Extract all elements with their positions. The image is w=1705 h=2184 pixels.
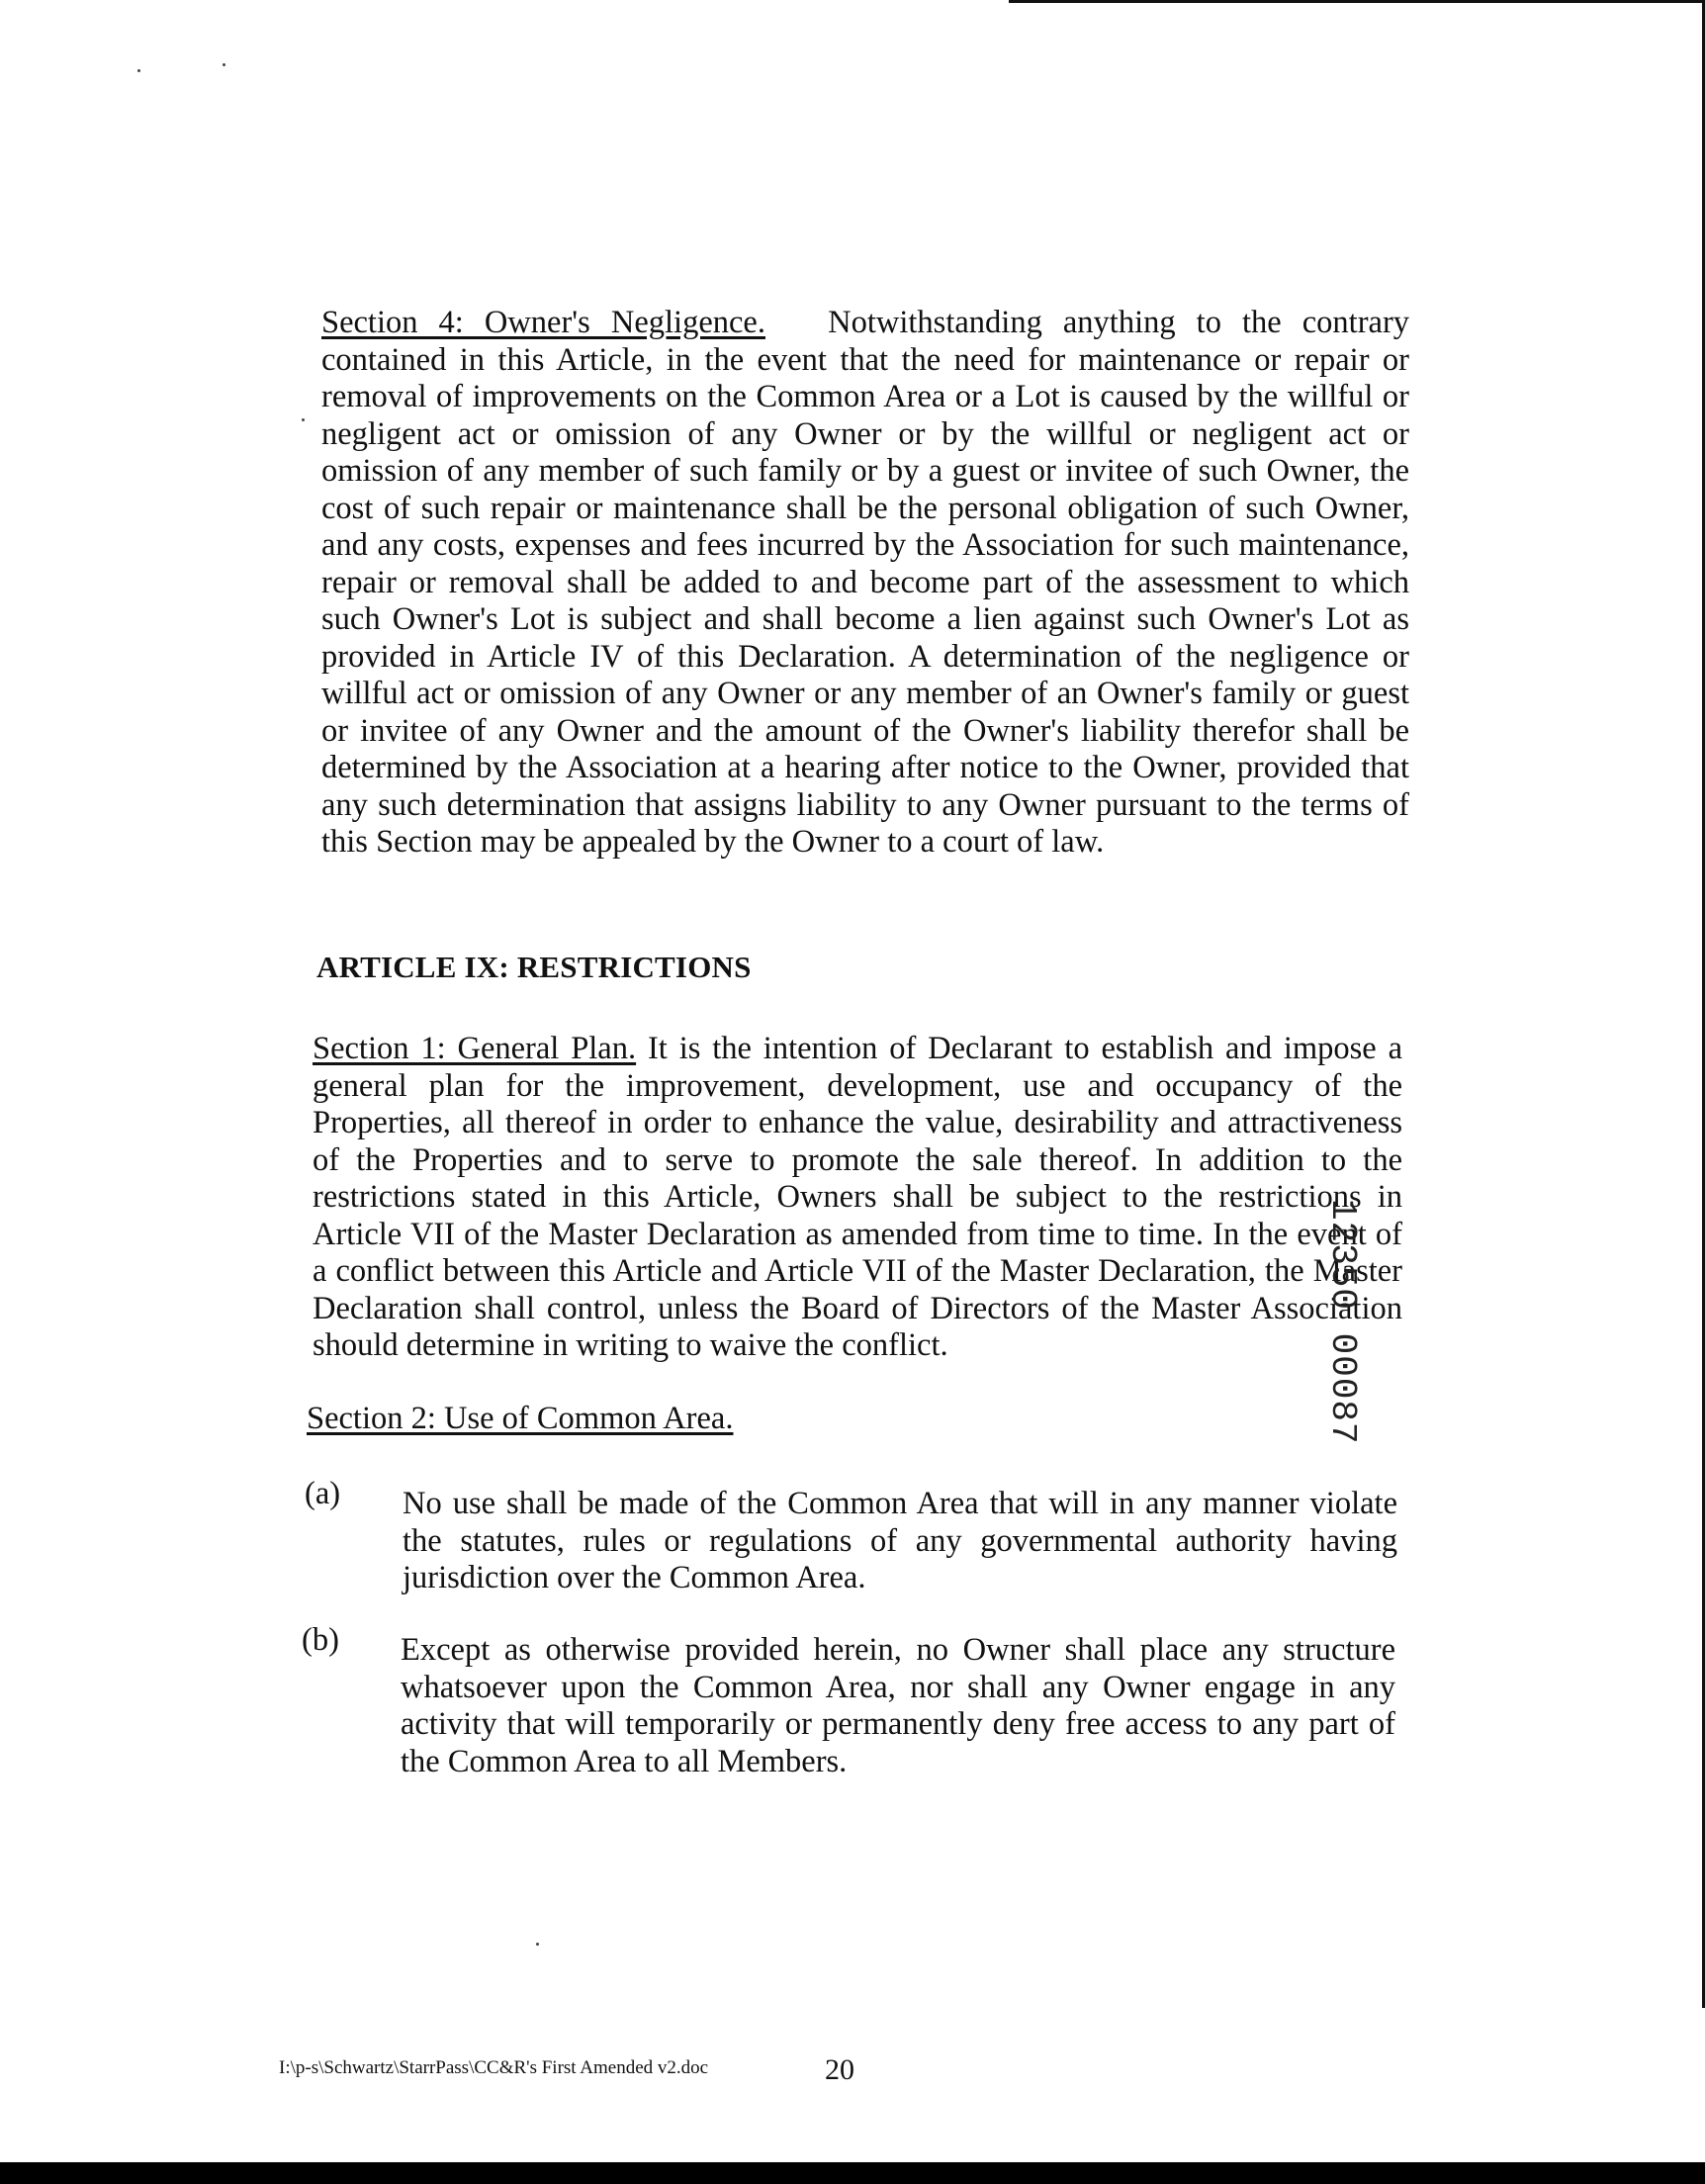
scan-speck <box>536 1943 539 1946</box>
footer-page-number: 20 <box>825 2053 854 2086</box>
scan-speck <box>223 63 225 66</box>
scan-edge-top <box>1009 0 1705 3</box>
section-2-heading: Section 2: Use of Common Area. <box>307 1401 734 1436</box>
section-1-body: It is the intention of Declarant to establish and impose a general plan for the improvement, development, use and occupancy of the Properties, all thereof in order to enhance the value, desirability and attractiveness of the Properties and to serve to promote the sale thereof. In addition to the restrictions stated in this Article, Owners shall be subject to the restrictions in Article VII of the Master Declaration as amended from time to time. In the event of a conflict between this Article and Article VII of the Master Declaration, the Master Declaration shall control, unless the Board of Directors of the Master Association should determine in writing to waive the conflict. <box>313 1031 1402 1363</box>
list-item-label: (a) <box>305 1476 341 1511</box>
section-4-heading: Section 4: Owner's Negligence. <box>321 305 765 340</box>
section-4-body: Notwithstanding anything to the contrary contained in this Article, in the event that the need for maintenance or repair or removal of improvements on the Common Area or a Lot is caused by the willful or negligent act or omission of any Owner or by the willful or negligent act or omission of any member of such family or by a guest or invitee of such Owner, the cost of such repair or maintenance shall be the personal obligation of such Owner, and any costs, expenses and fees incurred by the Association for such maintenance, repair or removal shall be added to and become part of the assessment to which such Owner's Lot is subject and shall become a lien against such Owner's Lot as provided in Article IV of this Declaration. A determination of the negligence or willful act or omission of any Owner or any member of an Owner's family or guest or invitee of any Owner and the amount of the Owner's liability therefor shall be determined by the Association at a hearing after notice to the Owner, provided that any such determination that assigns liability to any Owner pursuant to the terms of this Section may be appealed by the Owner to a court of law. <box>321 305 1410 860</box>
list-item-text: No use shall be made of the Common Area that will in any manner violate the statutes, rules or regulations of any governmental authority having jurisdiction over the Common Area. <box>403 1486 1397 1595</box>
list-item-text: Except as otherwise provided herein, no Owner shall place any structure whatsoever upon the Common Area, nor shall any Owner engage in any activity that will temporarily or permanently deny free access to any part of the Common Area to all Members. <box>401 1632 1395 1779</box>
section-4-paragraph <box>321 305 1409 862</box>
section-1-paragraph <box>313 1031 1402 1365</box>
section-1-heading: Section 1: General Plan. <box>313 1031 637 1066</box>
footer-file-path: I:\p-s\Schwartz\StarrPass\CC&R's First Amended v2.doc <box>279 2057 709 2078</box>
scan-speck <box>302 418 305 421</box>
list-item-label: (b) <box>302 1622 339 1658</box>
scan-speck <box>137 69 140 72</box>
article-title: ARTICLE IX: RESTRICTIONS <box>316 950 752 984</box>
margin-document-number: 12350 00087 <box>1322 1199 1363 1445</box>
scan-edge-bottom <box>0 2162 1705 2184</box>
